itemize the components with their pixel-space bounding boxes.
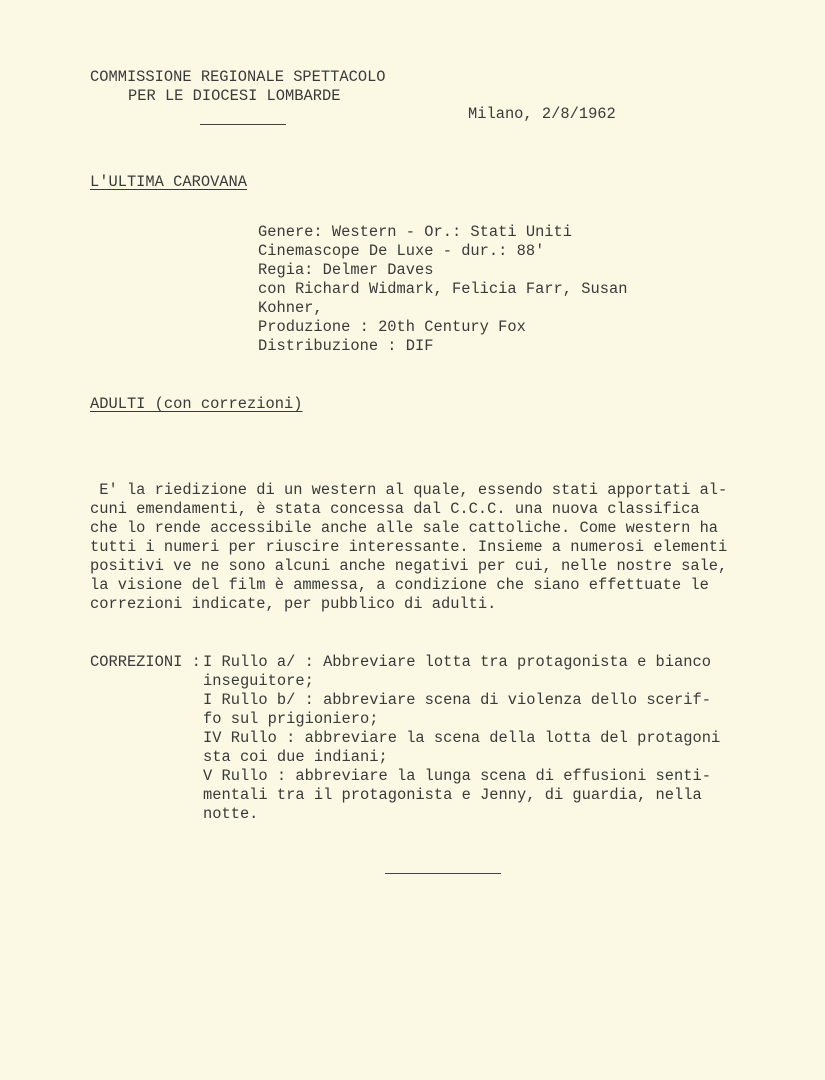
info-line: Produzione : 20th Century Fox: [258, 318, 526, 336]
correction-line: notte.: [203, 805, 259, 823]
correction-line: fo sul prigioniero;: [203, 710, 379, 728]
info-line: Cinemascope De Luxe - dur.: 88': [258, 242, 545, 260]
film-title: L'ULTIMA CAROVANA: [90, 173, 248, 191]
correction-line: V Rullo : abbreviare la lunga scena di effusioni senti-: [203, 767, 711, 785]
org-name-line2: PER LE DIOCESI LOMBARDE: [128, 87, 341, 105]
correction-line: I Rullo a/ : Abbreviare lotta tra protagonista e bianco: [203, 653, 711, 671]
correction-line: inseguitore;: [203, 672, 314, 690]
correction-line: sta coi due indiani;: [203, 748, 388, 766]
body-line: tutti i numeri per riuscire interessante. Insieme a numerosi elementi: [90, 538, 728, 556]
info-line: Genere: Western - Or.: Stati Uniti: [258, 223, 573, 241]
header-rule: [200, 124, 286, 125]
info-line: Regia: Delmer Daves: [258, 261, 434, 279]
document-date: Milano, 2/8/1962: [468, 105, 616, 123]
closing-rule: [385, 873, 501, 874]
correction-line: I Rullo b/ : abbreviare scena di violenza dello scerif-: [203, 691, 711, 709]
correction-line: mentali tra il protagonista e Jenny, di guardia, nella: [203, 786, 702, 804]
body-line: E' la riedizione di un western al quale, essendo stati apportati al-: [90, 481, 728, 499]
correction-line: IV Rullo : abbreviare la scena della lotta del protagoni: [203, 729, 721, 747]
info-line: Distribuzione : DIF: [258, 337, 434, 355]
body-line: che lo rende accessibile anche alle sale cattoliche. Come western ha: [90, 519, 719, 537]
body-line: correzioni indicate, per pubblico di adulti.: [90, 595, 497, 613]
body-line: la visione del film è ammessa, a condizione che siano effettuate le: [90, 576, 709, 594]
info-line: Kohner,: [258, 299, 323, 317]
body-line: positivi ve ne sono alcuni anche negativi per cui, nelle nostre sale,: [90, 557, 728, 575]
corrections-label: CORREZIONI :: [90, 653, 201, 671]
classification: ADULTI (con correzioni): [90, 395, 303, 413]
info-line: con Richard Widmark, Felicia Farr, Susan: [258, 280, 628, 298]
body-line: cuni emendamenti, è stata concessa dal C.C.C. una nuova classifica: [90, 500, 700, 518]
org-name-line1: COMMISSIONE REGIONALE SPETTACOLO: [90, 68, 386, 86]
